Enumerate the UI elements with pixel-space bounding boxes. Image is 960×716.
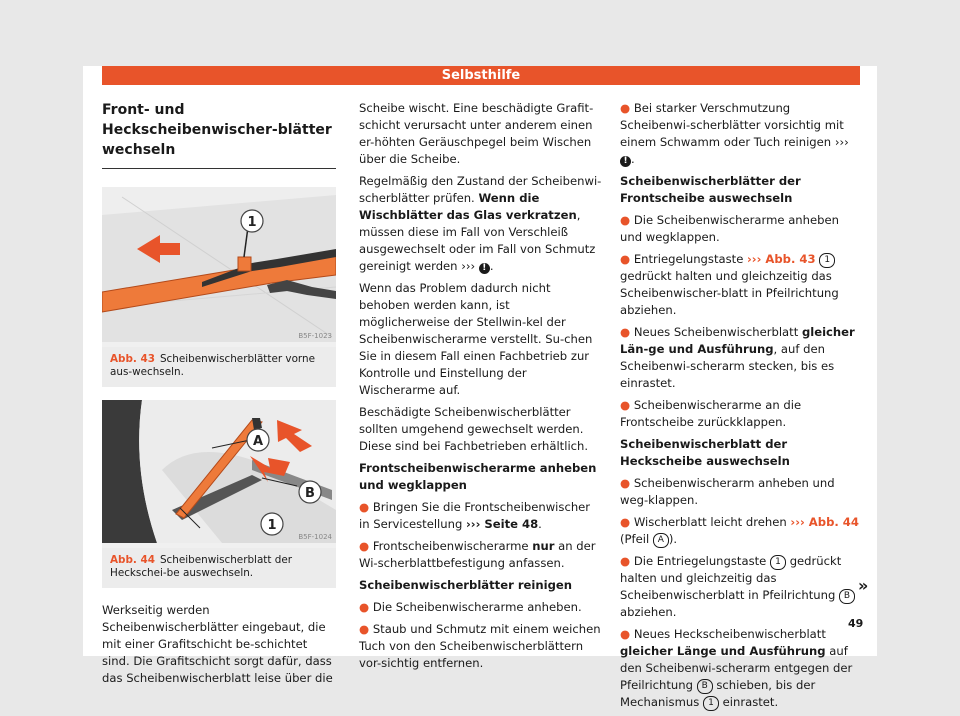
bullet-icon: ● (359, 539, 370, 553)
figure-code: B5F-1023 (298, 332, 332, 340)
caption-text: Scheibenwischerblatt der Heckschei-be auswechseln. (110, 554, 293, 579)
paragraph: Scheibe wischt. Eine beschädigte Grafit-schicht verursacht unter anderem einen er-höhten Geräuschpegel beim Wischen über die Scheibe. (359, 101, 594, 166)
page-number: 49 (848, 617, 864, 630)
fig44-marker-a: A (252, 434, 264, 449)
bullet-icon: ● (620, 476, 631, 490)
text: Scheibenwischerarm anheben und weg-klappen. (620, 476, 835, 507)
text: abziehen. (620, 605, 677, 619)
list-item: ● Bringen Sie die Frontscheibenwischer in Servicestellung ››› Seite 48. (359, 500, 591, 531)
fig44-marker-1: 1 (267, 518, 277, 533)
subheading: Scheibenwischerblätter der Frontscheibe auswechseln (620, 174, 801, 205)
figure-link[interactable]: ››› Abb. 43 (747, 252, 816, 266)
bullet-icon: ● (620, 252, 631, 266)
paragraph: Beschädigte Scheibenwischerblätter sollten umgehend gewechselt werden. Diese sind bei Fachbetrieben erhältlich. (359, 405, 589, 453)
bullet-icon: ● (620, 398, 631, 412)
text: Frontscheibenwischerarme (372, 539, 529, 553)
text: an der Wi-scherblattbefestigung anfassen. (359, 539, 596, 570)
subheading: Frontscheibenwischerarme anheben und wegklappen (359, 461, 597, 492)
column-3 (620, 100, 862, 716)
bullet-icon: ● (620, 325, 631, 339)
text: Wischerblatt leicht drehen (633, 515, 787, 529)
page-link[interactable]: ››› Seite 48 (466, 517, 539, 531)
list-item (359, 538, 603, 572)
list-item (620, 553, 862, 621)
subheading: Scheibenwischerblatt der Heckscheibe auswechseln (620, 437, 790, 468)
text: Staub und Schmutz mit einem weichen Tuch von den Scheibenwischerblättern vor-sichtig entfernen. (359, 622, 601, 670)
subheading: Scheibenwischerblätter reinigen (359, 578, 573, 592)
marker-badge: 1 (819, 253, 835, 268)
marker-badge: A (653, 533, 669, 548)
list-item (359, 599, 603, 616)
text: , auf den Scheibenwi-scherarm stecken, bis es einrastet. (620, 342, 835, 390)
text: Neues Heckscheibenwischerblatt (633, 627, 826, 641)
text: einrastet. (722, 695, 779, 709)
warning-icon: ! (479, 263, 490, 274)
fig43-marker-1: 1 (247, 215, 257, 230)
text: Die Scheibenwischerarme anheben. (372, 600, 582, 614)
list-item (359, 621, 603, 672)
figure-code: B5F-1024 (298, 533, 332, 541)
section-title: Front- und Heckscheibenwischer-blätter wechseln (102, 102, 332, 158)
text: auf den Scheibenwi-scherarm entgegen der Pfeilrichtung (620, 644, 853, 692)
column-1 (102, 100, 336, 692)
figure-label: Abb. 43 (110, 353, 155, 365)
bullet-icon: ● (359, 622, 370, 636)
bullet-icon: ● (620, 554, 631, 568)
bullet-icon: ● (620, 101, 631, 115)
figure-link[interactable]: ››› Abb. 44 (790, 515, 859, 529)
marker-badge: B (839, 589, 855, 604)
marker-badge: 1 (703, 696, 719, 711)
column-2 (359, 100, 603, 677)
text: Die Entriegelungstaste (633, 554, 767, 568)
continue-marker: » (858, 576, 869, 595)
list-item: ● Bei starker Verschmutzung Scheibenwi-scherblätter vorsichtig mit einem Schwamm oder Tuch reinigen ››› ! . (620, 101, 849, 166)
bold-text: Wenn die Wischblätter das Glas verkratzen (359, 191, 577, 222)
list-item (620, 212, 862, 246)
text: schieben, bis der Mechanismus (620, 678, 816, 709)
text: gedrückt halten und gleichzeitig das Scheibenwischerblatt in Pfeilrichtung (620, 554, 842, 602)
figure-44-caption (102, 548, 336, 588)
bullet-icon: ● (359, 600, 370, 614)
text: Entriegelungstaste (633, 252, 744, 266)
paragraph: Regelmäßig den Zustand der Scheibenwi-scherblätter prüfen. Wenn die Wischblätter das Glas verkratzen, müssen diese im Fall von Verschleiß ausgewechselt oder im Fall von Schmutz gereinigt werden ››› ! . (359, 174, 602, 273)
bold-text: gleicher Länge und Ausführung (620, 644, 826, 658)
text: Bringen Sie die Frontscheibenwischer in Servicestellung (359, 500, 591, 531)
paragraph: Wenn das Problem dadurch nicht behoben werden kann, ist möglicherweise der Stellwin-kel der Scheibenwischerarme verstellt. Su-chen Sie in diesem Fall einen Fachbetrieb zur Kontrolle und Einstellung der Wischerarme auf. (359, 281, 593, 397)
text: Die Scheibenwischerarme anheben und wegklappen. (620, 213, 839, 244)
text: Scheibenwischerarme an die Frontscheibe zurückklappen. (620, 398, 802, 429)
list-item (620, 514, 862, 548)
cross-reference-arrow: ››› (461, 259, 476, 273)
marker-badge: 1 (770, 555, 786, 570)
text: (Pfeil (620, 532, 650, 546)
text: Regelmäßig den Zustand der Scheibenwi-scherblätter prüfen. (359, 174, 602, 205)
bold-text: nur (532, 539, 555, 553)
bullet-icon: ● (359, 500, 370, 514)
text: Bei starker Verschmutzung Scheibenwi-scherblätter vorsichtig mit einem Schwamm oder Tuch reinigen (620, 101, 844, 149)
bullet-icon: ● (620, 213, 631, 227)
list-item (620, 397, 862, 431)
bold-text: gleicher Län-ge und Ausführung (620, 325, 855, 356)
list-item (620, 626, 862, 711)
list-item (620, 324, 862, 392)
bullet-icon: ● (620, 515, 631, 529)
text: Neues Scheibenwischerblatt (633, 325, 799, 339)
figure-44 (102, 400, 336, 548)
figure-43 (102, 187, 336, 347)
warning-icon: ! (620, 156, 631, 167)
bullet-icon: ● (620, 627, 631, 641)
text: gedrückt halten und gleichzeitig das Scheibenwischer-blatt in Pfeilrichtung abziehen. (620, 269, 839, 317)
figure-43-caption (102, 347, 336, 387)
text: , müssen diese im Fall von Verschleiß ausgewechselt oder im Fall von Schmutz gereinigt werden (359, 208, 596, 273)
caption-text: Scheibenwischerblätter vorne aus-wechseln. (110, 353, 316, 378)
front-wiper-illustration (102, 187, 336, 342)
fig44-marker-b: B (305, 486, 315, 501)
text: ). (668, 532, 678, 546)
list-item (620, 251, 862, 319)
cross-reference-arrow: ››› (834, 135, 849, 149)
page-header: Selbsthilfe (102, 66, 860, 85)
marker-badge: B (697, 679, 713, 694)
figure-label: Abb. 44 (110, 554, 155, 566)
paragraph: Werkseitig werden Scheibenwischerblätter eingebaut, die mit einer Grafitschicht be-schichtet sind. Die Grafitschicht sorgt dafür, dass das Scheibenwischerblatt leise über die (102, 603, 333, 685)
rear-wiper-illustration (102, 400, 336, 543)
list-item (620, 475, 862, 509)
